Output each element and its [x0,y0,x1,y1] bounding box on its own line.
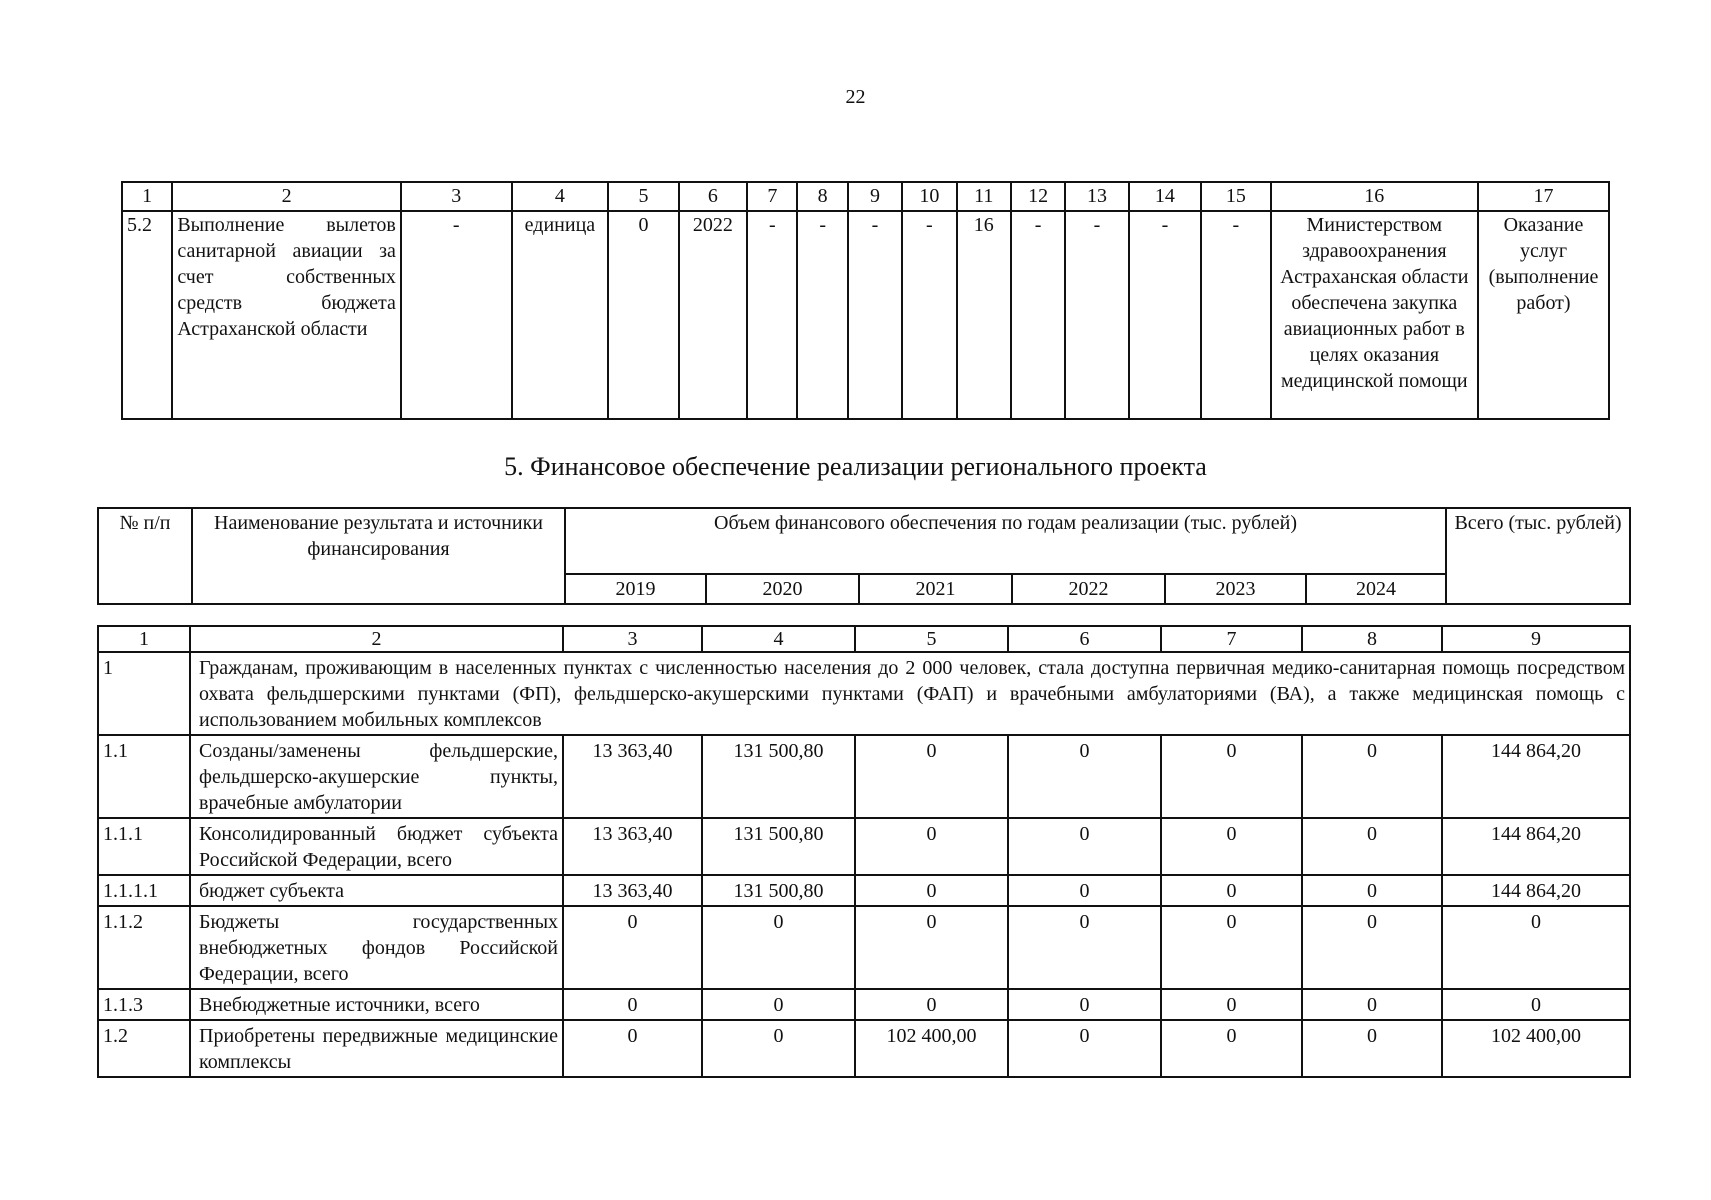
year-header: 2019 [565,574,706,604]
header-cell: 4 [702,626,855,652]
header-cell: 6 [1008,626,1161,652]
responsible-note: Министерством здравоохранения Астраханская области обеспечена закупка авиационных работ в целях оказания медицинской помощи [1271,211,1478,419]
header-cell: 2 [190,626,563,652]
value-2023: 0 [1161,818,1302,875]
value-2019: 13 363,40 [563,735,702,818]
header-cell: 5 [608,182,678,211]
value-2020: 131 500,80 [702,875,855,906]
header-cell: 13 [1065,182,1128,211]
value-2021: 0 [855,818,1008,875]
value-2019: 0 [563,989,702,1020]
cell-value: - [747,211,797,419]
row-name: Бюджеты государственных внебюджетных фондов Российской Федерации, всего [190,906,563,989]
header-num: № п/п [98,508,192,604]
value-total: 102 400,00 [1442,1020,1630,1077]
table-row [98,906,1630,989]
header-cell: 17 [1478,182,1609,211]
cell-value: 0 [608,211,678,419]
value-2020: 0 [702,906,855,989]
page-number: 22 [845,86,866,108]
table-row [98,818,1630,875]
table-row [98,1020,1630,1077]
goal-text: Гражданам, проживающим в населенных пунктах с численностью населения до 2 000 человек, стала доступна первичная медико-санитарная помощь посредством охвата фельдшерскими пунктами (ФП), фельдшерско-акушерскими пунктами (ФАП) и врачебными амбулаториями (ВА), а также медицинская помощь с использованием мобильных комплексов [190,652,1630,735]
indicator-row [122,211,1609,419]
row-number: 1.1.2 [98,906,190,989]
header-cell: 10 [902,182,956,211]
header-cell: 4 [512,182,609,211]
row-number: 1.2 [98,1020,190,1077]
value-total: 0 [1442,989,1630,1020]
header-cell: 7 [747,182,797,211]
financing-table [97,625,1631,1078]
header-total: Всего (тыс. рублей) [1446,508,1630,604]
cell-value: - [1011,211,1065,419]
result-type: Оказание услуг (выполнение работ) [1478,211,1609,419]
header-cell: 2 [172,182,401,211]
row-number: 1.1 [98,735,190,818]
value-2020: 131 500,80 [702,818,855,875]
value-2024: 0 [1302,818,1442,875]
row-name: Внебюджетные источники, всего [190,989,563,1020]
table-row [98,735,1630,818]
section-title: 5. Финансовое обеспечение реализации регионального проекта [504,452,1207,481]
indicator-table [121,181,1610,420]
value-2022: 0 [1008,1020,1161,1077]
cell-value: - [848,211,902,419]
cell-value: - [1129,211,1201,419]
year-header: 2023 [1165,574,1306,604]
year-header: 2021 [859,574,1012,604]
value-2021: 0 [855,735,1008,818]
value-2021: 0 [855,906,1008,989]
indicator-header-row [122,182,1609,211]
cell-value: - [902,211,956,419]
cell-value: 16 [957,211,1011,419]
header-cell: 7 [1161,626,1302,652]
header-cell: 16 [1271,182,1478,211]
header-name: Наименование результата и источники финансирования [192,508,565,604]
header-volume: Объем финансового обеспечения по годам реализации (тыс. рублей) [565,508,1446,574]
value-2019: 13 363,40 [563,818,702,875]
header-cell: 3 [563,626,702,652]
row-number: 1.1.1 [98,818,190,875]
header-cell: 15 [1201,182,1270,211]
header-cell: 12 [1011,182,1065,211]
value-2020: 0 [702,989,855,1020]
value-2021: 102 400,00 [855,1020,1008,1077]
header-cell: 6 [679,182,747,211]
cell-value: - [1201,211,1270,419]
row-name: Созданы/заменены фельдшерские, фельдшерско-акушерские пункты, врачебные амбулатории [190,735,563,818]
value-2023: 0 [1161,735,1302,818]
value-2022: 0 [1008,875,1161,906]
value-2023: 0 [1161,875,1302,906]
value-2022: 0 [1008,989,1161,1020]
goal-number: 1 [98,652,190,735]
value-2021: 0 [855,875,1008,906]
value-2023: 0 [1161,989,1302,1020]
header-cell: 8 [1302,626,1442,652]
cell-value: - [1065,211,1128,419]
value-2019: 0 [563,1020,702,1077]
value-2022: 0 [1008,818,1161,875]
year-cell: 2022 [679,211,747,419]
value-2022: 0 [1008,906,1161,989]
column-number-row [98,626,1630,652]
table-row [98,989,1630,1020]
value-total: 144 864,20 [1442,735,1630,818]
value-2024: 0 [1302,906,1442,989]
year-header: 2020 [706,574,859,604]
financing-header-table [97,507,1631,605]
row-name: Консолидированный бюджет субъекта Российской Федерации, всего [190,818,563,875]
value-2024: 0 [1302,875,1442,906]
header-cell: 3 [401,182,512,211]
value-2024: 0 [1302,735,1442,818]
row-name: бюджет субъекта [190,875,563,906]
row-name: Приобретены передвижные медицинские комплексы [190,1020,563,1077]
value-total: 0 [1442,906,1630,989]
header-cell: 8 [797,182,847,211]
header-cell: 11 [957,182,1011,211]
value-2024: 0 [1302,1020,1442,1077]
header-cell: 9 [1442,626,1630,652]
value-2022: 0 [1008,735,1161,818]
value-2020: 0 [702,1020,855,1077]
header-cell: 1 [98,626,190,652]
cell-value: - [797,211,847,419]
indicator-name: Выполнение вылетов санитарной авиации за счет собственных средств бюджета Астраханской области [172,211,401,419]
value-2019: 13 363,40 [563,875,702,906]
year-header: 2022 [1012,574,1165,604]
unit-cell: единица [512,211,609,419]
value-2023: 0 [1161,906,1302,989]
goal-row [98,652,1630,735]
header-cell: 14 [1129,182,1201,211]
table-row [98,875,1630,906]
year-header: 2024 [1306,574,1446,604]
value-2021: 0 [855,989,1008,1020]
header-cell: 9 [848,182,902,211]
value-2019: 0 [563,906,702,989]
value-2024: 0 [1302,989,1442,1020]
row-number: 1.1.3 [98,989,190,1020]
value-2020: 131 500,80 [702,735,855,818]
header-cell: 1 [122,182,172,211]
value-total: 144 864,20 [1442,875,1630,906]
cell-value: - [401,211,512,419]
value-total: 144 864,20 [1442,818,1630,875]
row-number: 1.1.1.1 [98,875,190,906]
row-number: 5.2 [122,211,172,419]
header-cell: 5 [855,626,1008,652]
value-2023: 0 [1161,1020,1302,1077]
